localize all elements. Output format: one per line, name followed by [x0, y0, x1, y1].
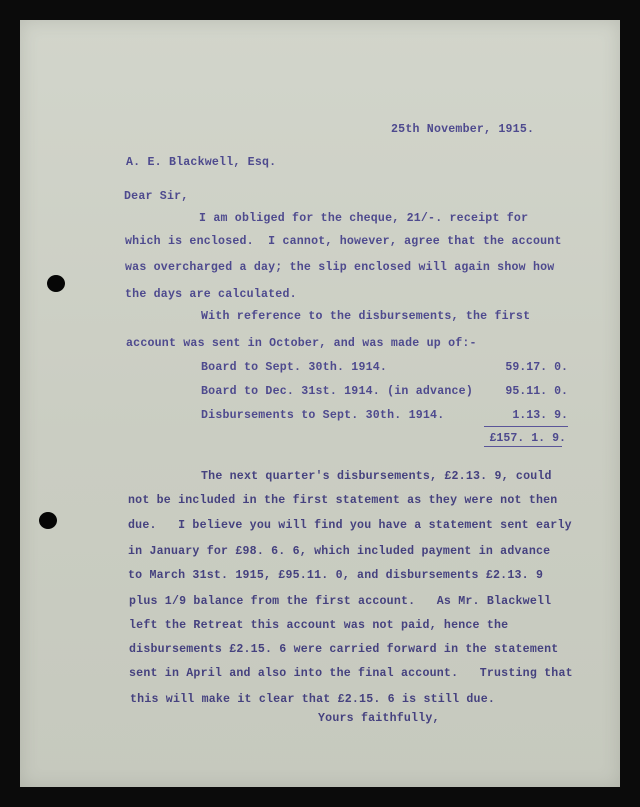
paragraph-3-line-9: sent in April and also into the final account. Trusting that — [129, 667, 573, 680]
account-total: £157. 1. 9. — [489, 432, 566, 445]
account-item-amount: 59.17. 0. — [505, 361, 568, 374]
total-underline — [484, 446, 562, 447]
paragraph-3-line-8: disbursements £2.15. 6 were carried forward in the statement — [129, 643, 559, 656]
paragraph-3-line-7: left the Retreat this account was not paid, hence the — [129, 619, 509, 632]
punch-hole-lower — [39, 512, 57, 529]
paragraph-1-line-2: which is enclosed. I cannot, however, agree that the account — [125, 235, 562, 248]
paragraph-1-line-4: the days are calculated. — [125, 288, 297, 301]
paragraph-3-line-6: plus 1/9 balance from the first account. As Mr. Blackwell — [129, 595, 552, 608]
account-item-amount: 95.11. 0. — [505, 385, 568, 398]
paragraph-3-line-3: due. I believe you will find you have a statement sent early — [128, 519, 572, 532]
letter-date: 25th November, 1915. — [391, 123, 535, 136]
letter-salutation: Dear Sir, — [124, 190, 189, 203]
paragraph-3-line-5: to March 31st. 1915, £95.11. 0, and disbursements £2.13. 9 — [128, 569, 544, 582]
paragraph-3-line-4: in January for £98. 6. 6, which included payment in advance — [128, 545, 551, 558]
paragraph-2-line-2: account was sent in October, and was made up of:- — [126, 337, 477, 350]
letter-closing: Yours faithfully, — [318, 712, 440, 725]
paragraph-1-line-3: was overcharged a day; the slip enclosed will again show how — [125, 261, 555, 274]
account-item-label: Board to Sept. 30th. 1914. — [201, 361, 388, 374]
subtotal-rule — [484, 426, 568, 427]
punch-hole-upper — [47, 275, 65, 292]
account-item-label: Disbursements to Sept. 30th. 1914. — [201, 409, 445, 422]
account-item-amount: 1.13. 9. — [512, 409, 568, 422]
paragraph-3-line-1: The next quarter's disbursements, £2.13. 9, could — [201, 470, 552, 483]
paragraph-1-line-1: I am obliged for the cheque, 21/-. receipt for — [199, 212, 529, 225]
account-item-label: Board to Dec. 31st. 1914. (in advance) — [201, 385, 473, 398]
letter-addressee: A. E. Blackwell, Esq. — [126, 156, 277, 169]
paragraph-2-line-1: With reference to the disbursements, the first — [201, 310, 531, 323]
paragraph-3-line-10: this will make it clear that £2.15. 6 is still due. — [130, 693, 496, 706]
paragraph-3-line-2: not be included in the first statement as they were not then — [128, 494, 558, 507]
